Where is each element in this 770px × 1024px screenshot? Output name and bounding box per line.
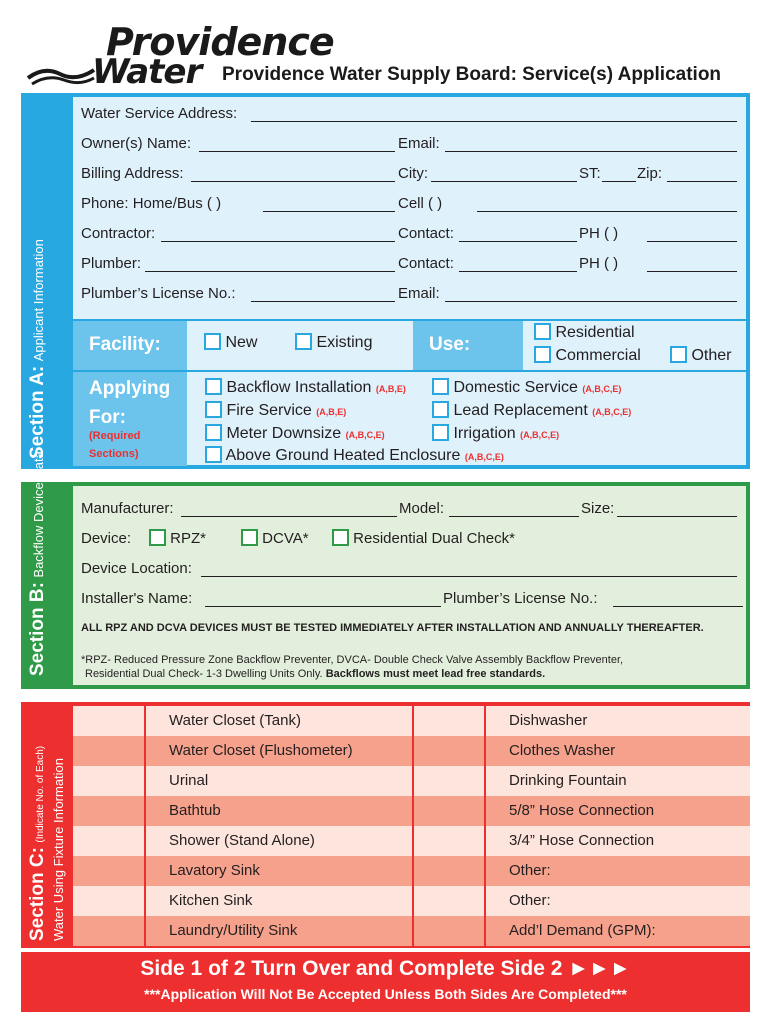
testing-notice: ALL RPZ AND DCVA DEVICES MUST BE TESTED IMMEDIATELY AFTER INSTALLATION AND ANNUALLY THEREAFTER. (81, 622, 704, 634)
left-fixture-count-input[interactable] (73, 856, 145, 886)
use-label: Use: (429, 334, 471, 355)
heated-enclosure-label: Above Ground Heated Enclosure (225, 447, 461, 464)
left-fixture-count-input[interactable] (73, 766, 145, 796)
lead-free-note: Backflows must meet lead free standards. (325, 668, 546, 680)
required-note-line1: (Required (89, 430, 141, 442)
footer-side-notice: Side 1 of 2 Turn Over and Complete Side 2 ►►► (140, 957, 631, 980)
zip-input[interactable] (667, 181, 737, 182)
right-fixture-label: Clothes Washer (509, 742, 616, 759)
size-input[interactable] (617, 516, 737, 517)
section-c-note: (Indicate No. of Each) (35, 745, 46, 843)
device-footnote (81, 653, 751, 681)
left-fixture-label: Lavatory Sink (169, 862, 260, 879)
left-fixture-count-input[interactable] (73, 796, 145, 826)
use-commercial-checkbox[interactable] (534, 346, 551, 363)
state-input[interactable] (602, 181, 636, 182)
plumber-phone-label: PH ( ) (579, 255, 619, 272)
city-input[interactable] (431, 181, 577, 182)
left-fixture-label: Water Closet (Flushometer) (169, 742, 353, 759)
state-label: ST: (579, 165, 601, 182)
irrigation-checkbox[interactable] (432, 424, 449, 441)
contractor-phone-input[interactable] (647, 241, 737, 242)
right-fixture-count-input[interactable] (413, 886, 485, 916)
irrigation-label: Irrigation (453, 425, 516, 442)
right-fixture-count-input[interactable] (413, 766, 485, 796)
heated-enclosure-option[interactable] (205, 446, 504, 465)
email-input[interactable] (445, 151, 737, 152)
applying-label-line2: For: (89, 407, 126, 428)
device-rpz-checkbox[interactable] (149, 529, 166, 546)
cell-label: Cell ( ) (398, 195, 443, 212)
use-other-label: Other (691, 347, 732, 364)
manufacturer-input[interactable] (181, 516, 397, 517)
use-residential-checkbox[interactable] (534, 323, 551, 340)
fire-service-label: Fire Service (226, 402, 312, 419)
facility-new-label: New (225, 334, 258, 351)
device-label: Device: (81, 530, 132, 547)
phone-label: Phone: Home/Bus ( ) (81, 195, 222, 212)
right-fixture-count-input[interactable] (413, 856, 485, 886)
facility-label: Facility: (89, 334, 161, 355)
applying-for-band (73, 370, 750, 466)
size-label: Size: (581, 500, 615, 517)
meter-downsize-checkbox[interactable] (205, 424, 222, 441)
left-fixture-label: Bathtub (169, 802, 221, 819)
irrigation-sections: (A,B,C,E) (520, 430, 560, 440)
email-label: Email: (398, 135, 440, 152)
backflow-installation-option[interactable] (205, 378, 406, 397)
right-fixture-label: Drinking Fountain (509, 772, 627, 789)
required-note-line2: Sections) (89, 448, 139, 460)
installers-name-input[interactable] (205, 606, 441, 607)
use-other-option[interactable] (670, 346, 731, 365)
right-fixture-label: Other: (509, 862, 551, 879)
right-fixture-label: Dishwasher (509, 712, 588, 729)
page-title: Providence Water Supply Board: Service(s) Application (222, 64, 722, 85)
facility-existing-label: Existing (316, 334, 373, 351)
plumber-contact-input[interactable] (459, 271, 577, 272)
table-column-divider (144, 706, 146, 946)
contractor-contact-input[interactable] (459, 241, 577, 242)
use-commercial-label: Commercial (555, 347, 641, 364)
section-b-tab (25, 451, 73, 685)
right-fixture-count-input[interactable] (413, 796, 485, 826)
domestic-service-option[interactable] (432, 378, 621, 397)
section-c-subtitle: Water Using Fixture Information (51, 757, 66, 941)
model-label: Model: (399, 500, 445, 517)
right-fixture-label: Other: (509, 892, 551, 909)
facility-new-option[interactable] (204, 333, 257, 352)
left-fixture-label: Kitchen Sink (169, 892, 253, 909)
backflow-installation-sections: (A,B,E) (375, 384, 406, 394)
left-fixture-count-input[interactable] (73, 826, 145, 856)
billing-address-label: Billing Address: (81, 165, 184, 182)
device-dcva-checkbox[interactable] (241, 529, 258, 546)
plumber-input[interactable] (145, 271, 395, 272)
backflow-installation-label: Backflow Installation (226, 379, 372, 396)
billing-address-input[interactable] (191, 181, 395, 182)
plumbers-license-input[interactable] (251, 301, 395, 302)
cell-input[interactable] (477, 211, 737, 212)
plumber-email-input[interactable] (445, 301, 737, 302)
facility-use-band (73, 319, 750, 370)
meter-downsize-option[interactable] (205, 424, 385, 443)
section-c (21, 702, 750, 948)
installer-plumbers-license-input[interactable] (613, 606, 743, 607)
device-location-input[interactable] (201, 576, 737, 577)
use-residential-option[interactable] (534, 323, 635, 342)
irrigation-option[interactable] (432, 424, 559, 443)
domestic-service-sections: (A,B,C,E) (582, 384, 622, 394)
use-residential-label: Residential (555, 324, 635, 341)
use-other-checkbox[interactable] (670, 346, 687, 363)
left-fixture-count-input[interactable] (73, 736, 145, 766)
section-a-title: Section A: (27, 365, 48, 459)
phone-input[interactable] (263, 211, 395, 212)
meter-downsize-label: Meter Downsize (226, 425, 342, 442)
left-fixture-count-input[interactable] (73, 706, 145, 736)
plumbers-license-label: Plumber’s License No.: (81, 285, 236, 302)
left-fixture-label: Shower (Stand Alone) (169, 832, 315, 849)
footer-warning: ***Application Will Not Be Accepted Unless Both Sides Are Completed*** (144, 986, 627, 1002)
manufacturer-label: Manufacturer: (81, 500, 174, 517)
lead-replacement-sections: (A,B,C,E) (592, 407, 632, 417)
left-fixture-label: Water Closet (Tank) (169, 712, 301, 729)
domestic-service-label: Domestic Service (453, 379, 578, 396)
facility-new-checkbox[interactable] (204, 333, 221, 350)
section-c-title: Section C: (27, 847, 48, 941)
device-rpz-option[interactable] (149, 529, 206, 547)
device-dual-check-label: Residential Dual Check* (353, 530, 515, 547)
contractor-contact-label: Contact: (398, 225, 454, 242)
device-location-label: Device Location: (81, 560, 192, 577)
contractor-phone-label: PH ( ) (579, 225, 619, 242)
contractor-input[interactable] (161, 241, 395, 242)
device-dcva-option[interactable] (241, 529, 309, 547)
table-column-divider (484, 706, 486, 946)
zip-label: Zip: (637, 165, 663, 182)
plumber-email-label: Email: (398, 285, 440, 302)
fire-service-checkbox[interactable] (205, 401, 222, 418)
applying-label-line1: Applying (89, 378, 171, 399)
right-fixture-label: 5/8” Hose Connection (509, 802, 655, 819)
domestic-service-checkbox[interactable] (432, 378, 449, 395)
installer-plumbers-license-label: Plumber’s License No.: (443, 590, 598, 607)
plumber-phone-input[interactable] (647, 271, 737, 272)
right-fixture-count-input[interactable] (413, 916, 485, 946)
logo-text-water: Water (92, 52, 202, 92)
left-fixture-count-input[interactable] (73, 916, 145, 946)
right-fixture-count-input[interactable] (413, 736, 485, 766)
section-b-title: Section B: (27, 582, 48, 676)
contractor-label: Contractor: (81, 225, 156, 242)
owners-name-input[interactable] (199, 151, 395, 152)
meter-downsize-sections: (A,B,C,E) (345, 430, 385, 440)
device-dual-check-checkbox[interactable] (332, 529, 349, 546)
device-dcva-label: DCVA* (262, 530, 309, 547)
footer-banner (21, 952, 750, 1012)
water-waves-icon (26, 60, 96, 90)
lead-replacement-label: Lead Replacement (453, 402, 588, 419)
owners-name-label: Owner(s) Name: (81, 135, 192, 152)
water-service-address-label: Water Service Address: (81, 105, 238, 122)
left-fixture-label: Laundry/Utility Sink (169, 922, 298, 939)
lead-replacement-checkbox[interactable] (432, 401, 449, 418)
left-fixture-count-input[interactable] (73, 886, 145, 916)
heated-enclosure-checkbox[interactable] (205, 446, 222, 463)
lead-replacement-option[interactable] (432, 401, 631, 420)
plumber-contact-label: Contact: (398, 255, 454, 272)
left-fixture-label: Urinal (169, 772, 209, 789)
device-dual-check-option[interactable] (332, 529, 515, 547)
use-commercial-option[interactable] (534, 346, 641, 365)
device-footnote-line1: *RPZ- Reduced Pressure Zone Backflow Preventer, DVCA- Double Check Valve Assembly Backflow Preventer, (81, 654, 624, 666)
water-service-address-input[interactable] (251, 121, 737, 122)
plumber-label: Plumber: (81, 255, 142, 272)
facility-existing-checkbox[interactable] (295, 333, 312, 350)
section-a-tab (25, 97, 73, 465)
right-fixture-count-input[interactable] (413, 826, 485, 856)
model-input[interactable] (449, 516, 579, 517)
right-fixture-label: 3/4” Hose Connection (509, 832, 655, 849)
backflow-installation-checkbox[interactable] (205, 378, 222, 395)
section-a-subtitle: Applicant Information (31, 239, 46, 362)
fire-service-sections: (A,B,E) (316, 407, 347, 417)
right-fixture-label: Add’l Demand (GPM): (509, 922, 656, 939)
section-b-subtitle: Backflow Device Data (31, 451, 46, 578)
logo-text-providence: Providence (106, 20, 334, 64)
heated-enclosure-sections: (A,B,C,E) (464, 452, 504, 462)
installers-name-label: Installer's Name: (81, 590, 193, 607)
section-c-tab (25, 706, 73, 944)
table-column-divider (412, 706, 414, 946)
facility-existing-option[interactable] (295, 333, 372, 352)
device-footnote-line2: Residential Dual Check- 1-3 Dwelling Units Only. (85, 668, 323, 680)
device-rpz-label: RPZ* (170, 530, 207, 547)
city-label: City: (398, 165, 428, 182)
right-fixture-count-input[interactable] (413, 706, 485, 736)
section-a (21, 93, 750, 469)
fire-service-option[interactable] (205, 401, 346, 420)
